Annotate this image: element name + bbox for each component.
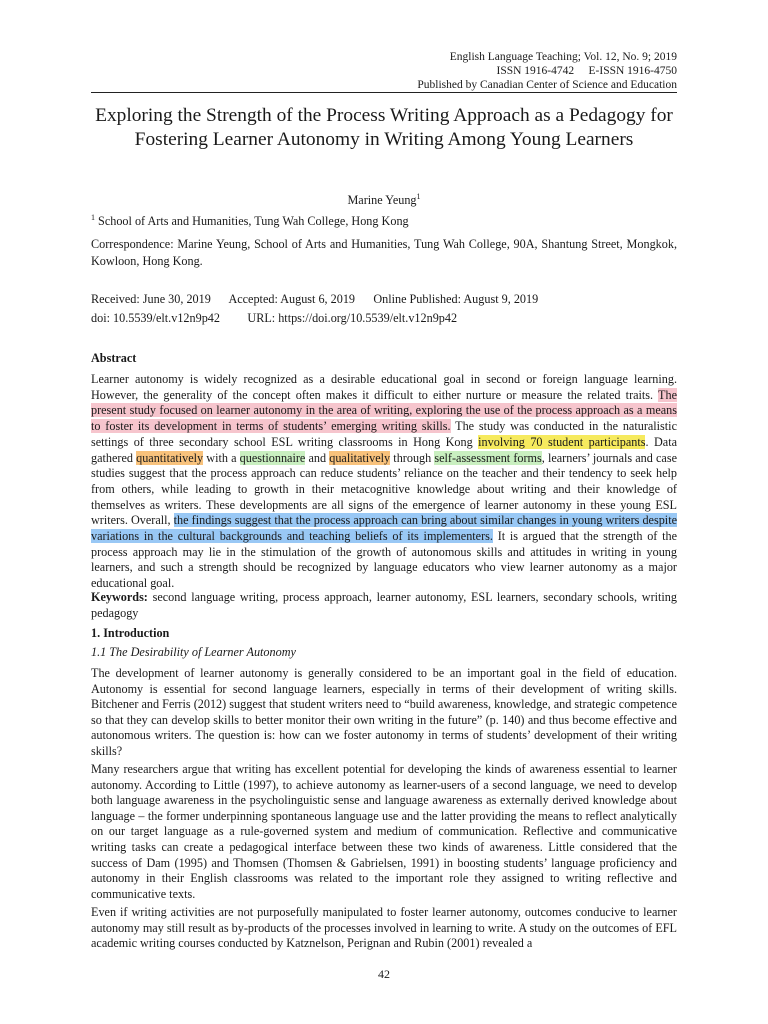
doi-line	[91, 311, 457, 326]
journal-publisher: Published by Canadian Center of Science and Education	[417, 79, 677, 92]
journal-header	[417, 50, 677, 93]
journal-issn: ISSN 1916-4742 E-ISSN 1916-4750	[496, 65, 677, 78]
author-name: Marine Yeung	[347, 193, 417, 208]
highlighted-text-pink: The present study focused on learner autonomy in the area of writing, exploring the use of the process approach as a means to foster its development in terms of students’ emerging writing skills.	[91, 387, 677, 434]
affiliation	[91, 213, 409, 229]
abstract-text: through	[390, 450, 435, 465]
keywords-label: Keywords:	[91, 590, 148, 604]
abstract-text: and	[305, 450, 330, 465]
correspondence: Correspondence: Marine Yeung, School of Arts and Humanities, Tung Wah College, 90A, Shantung Street, Mongkok, Kowloon, Hong Kong.	[91, 237, 677, 268]
highlighted-text-orange: qualitatively	[329, 450, 391, 465]
accepted-date: Accepted: August 6, 2019	[228, 292, 356, 306]
page-number: 42	[378, 967, 390, 981]
keywords	[91, 590, 677, 621]
doi-text: doi: 10.5539/elt.v12n9p42	[91, 311, 220, 325]
affiliation-marker: 1	[91, 213, 95, 222]
received-date: Received: June 30, 2019	[91, 292, 211, 306]
highlighted-text-green: questionnaire	[239, 450, 306, 465]
body-paragraph: Even if writing activities are not purposefully manipulated to foster learner autonomy, outcomes conducive to learner autonomy may still result as by-products of the processes involved in learning to write. A study on the outcomes of EFL academic writing courses conducted by Katznelson, Perignan and Rubin (2001) revealed a	[91, 905, 677, 951]
paper-title: Exploring the Strength of the Process Writing Approach as a Pedagogy for Fostering Learner Autonomy in Writing Among Young Learners	[95, 105, 673, 151]
abstract-text: , learners’ journals and case studies suggest that the process approach can reduce students’ reliance on the teacher and their tendency to seek help from others, while leading to growth in their metacognitive knowledge about writing and their knowledge of themselves as writers. These developments are all signs of the emergence of learner autonomy in these young ESL writers. Overall,	[91, 450, 677, 528]
abstract-text: . Data gathered	[91, 434, 677, 465]
abstract-text: Learner autonomy is widely recognized as a desirable educational goal in second or foreign language learning. However, the generality of the concept often makes it difficult to either nurture or measure the related traits.	[91, 372, 677, 402]
section-heading: 1. Introduction	[91, 626, 170, 640]
highlighted-text-orange: quantitatively	[136, 450, 204, 465]
keywords-text: second language writing, process approach, learner autonomy, ESL learners, secondary schools, writing pedagogy	[91, 590, 677, 620]
highlighted-text-blue: the findings suggest that the process approach can bring about similar changes in young writers despite variations in the cultural backgrounds and teaching beliefs of its implementers.	[91, 513, 677, 544]
journal-citation: English Language Teaching; Vol. 12, No. 9; 2019	[449, 51, 677, 63]
publication-dates	[91, 292, 538, 307]
highlighted-text-green: self-assessment forms	[434, 450, 542, 465]
author-affiliation-marker: 1	[416, 192, 421, 201]
body-paragraph: Many researchers argue that writing has excellent potential for developing the kinds of awareness essential to learner autonomy. According to Little (1997), to achieve autonomy as learner-users of a second language, we need to develop both language awareness in the psycholinguistic sense and language awareness as externally derived knowledge about language – the former underpinning spontaneous language use and the latter providing the means to reflect analytically on our target language as a rule-governed system and medium of communication. Reflective and communicative writing tasks can create a pedagogical interface between these two kinds of awareness. Little considered that the success of Dam (1995) and Thomsen (Thomsen & Gabrielsen, 1991) in boosting students’ language proficiency and autonomy in their English classrooms was related to the important role they assigned to writing reflective and communicative texts.	[91, 762, 677, 901]
abstract-heading: Abstract	[91, 351, 137, 365]
header-divider	[91, 92, 677, 93]
highlighted-text-yellow: involving 70 student participants	[478, 434, 646, 449]
abstract-text: with a	[203, 450, 240, 465]
body-paragraph: The development of learner autonomy is generally considered to be an important goal in the field of education. Autonomy is essential for second language learners, especially in terms of their development of writing skills. Bitchener and Ferris (2012) suggest that student writers need to “build awareness, knowledge, and strategic competence so that they can develop skills to better monitor their own writing in the future” (p. 140) and thus become effective and autonomous writers. The question is: how can we foster autonomy in terms of students’ development of their writing skills?	[91, 666, 677, 758]
abstract-text: It is argued that the strength of the process approach may lie in the stimulation of the growth of autonomous skills and attitudes in writing in young learners, and such a strength should be recognized by language educators who view learner autonomy as a major educational goal.	[91, 529, 677, 591]
abstract-text: The study was conducted in the naturalistic settings of three secondary school ESL writing classrooms in Hong Kong	[91, 419, 677, 449]
subsection-heading: 1.1 The Desirability of Learner Autonomy	[91, 645, 296, 659]
published-date: Online Published: August 9, 2019	[373, 292, 539, 306]
abstract-body	[91, 372, 677, 592]
author-line	[91, 192, 677, 208]
doi-url-link[interactable]: URL: https://doi.org/10.5539/elt.v12n9p42	[247, 311, 458, 325]
affiliation-text: School of Arts and Humanities, Tung Wah College, Hong Kong	[98, 214, 409, 229]
